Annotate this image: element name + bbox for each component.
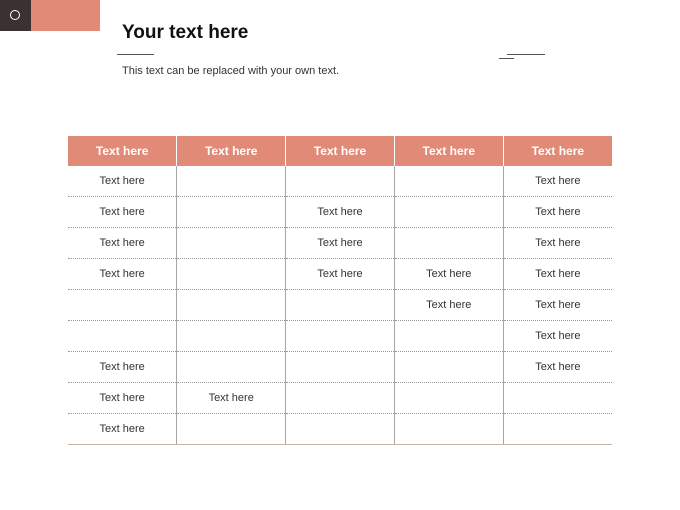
table-cell: Text here (503, 166, 612, 197)
table-cell: Text here (68, 352, 177, 383)
table-row (68, 228, 612, 259)
table-cell: Text here (394, 290, 503, 321)
table-cell (177, 414, 286, 445)
column-header-2: Text here (177, 136, 286, 166)
table-cell: Text here (68, 228, 177, 259)
column-header-4: Text here (394, 136, 503, 166)
table-cell: Text here (503, 228, 612, 259)
corner-accent-bar (31, 0, 100, 31)
table-cell: Text here (286, 228, 395, 259)
title-rule-right-short (499, 58, 514, 59)
table-cell (394, 228, 503, 259)
column-header-1: Text here (68, 136, 177, 166)
data-table (68, 136, 612, 445)
table-cell: Text here (68, 383, 177, 414)
table-cell: Text here (68, 166, 177, 197)
table-cell (394, 352, 503, 383)
table-cell (286, 166, 395, 197)
table-cell (177, 290, 286, 321)
table-cell (394, 197, 503, 228)
table-cell: Text here (503, 290, 612, 321)
title-rule-left (117, 54, 154, 55)
column-header-5: Text here (503, 136, 612, 166)
corner-block (0, 0, 31, 31)
table-cell (177, 259, 286, 290)
table-cell (286, 352, 395, 383)
table-cell (68, 290, 177, 321)
ring-icon (10, 10, 20, 20)
table-cell (177, 197, 286, 228)
table-cell: Text here (286, 197, 395, 228)
table-cell (394, 414, 503, 445)
table-row (68, 383, 612, 414)
table-cell: Text here (68, 259, 177, 290)
table-cell (177, 352, 286, 383)
page-title: Your text here (122, 22, 249, 43)
table-cell (286, 321, 395, 352)
table-cell: Text here (68, 197, 177, 228)
page-subtitle: This text can be replaced with your own text. (122, 65, 340, 77)
table-body (68, 166, 612, 445)
table-row (68, 166, 612, 197)
table-cell (286, 383, 395, 414)
table-cell (394, 321, 503, 352)
table-cell (394, 166, 503, 197)
table-cell (177, 228, 286, 259)
title-rule-right (507, 54, 545, 55)
table-cell: Text here (503, 259, 612, 290)
table-cell: Text here (177, 383, 286, 414)
table-cell: Text here (394, 259, 503, 290)
table-cell: Text here (503, 197, 612, 228)
table-header (68, 136, 612, 166)
table-cell: Text here (68, 414, 177, 445)
table-cell (286, 290, 395, 321)
table-cell: Text here (503, 321, 612, 352)
table-cell: Text here (503, 352, 612, 383)
table-row (68, 259, 612, 290)
table-cell (503, 414, 612, 445)
table-header-row (68, 136, 612, 166)
table-cell: Text here (286, 259, 395, 290)
table-row (68, 290, 612, 321)
table-row (68, 197, 612, 228)
table-row (68, 352, 612, 383)
table-cell (394, 383, 503, 414)
table-cell (177, 321, 286, 352)
table-cell (503, 383, 612, 414)
table-cell (68, 321, 177, 352)
table-row (68, 414, 612, 445)
table-cell (286, 414, 395, 445)
column-header-3: Text here (286, 136, 395, 166)
table-cell (177, 166, 286, 197)
table-row (68, 321, 612, 352)
